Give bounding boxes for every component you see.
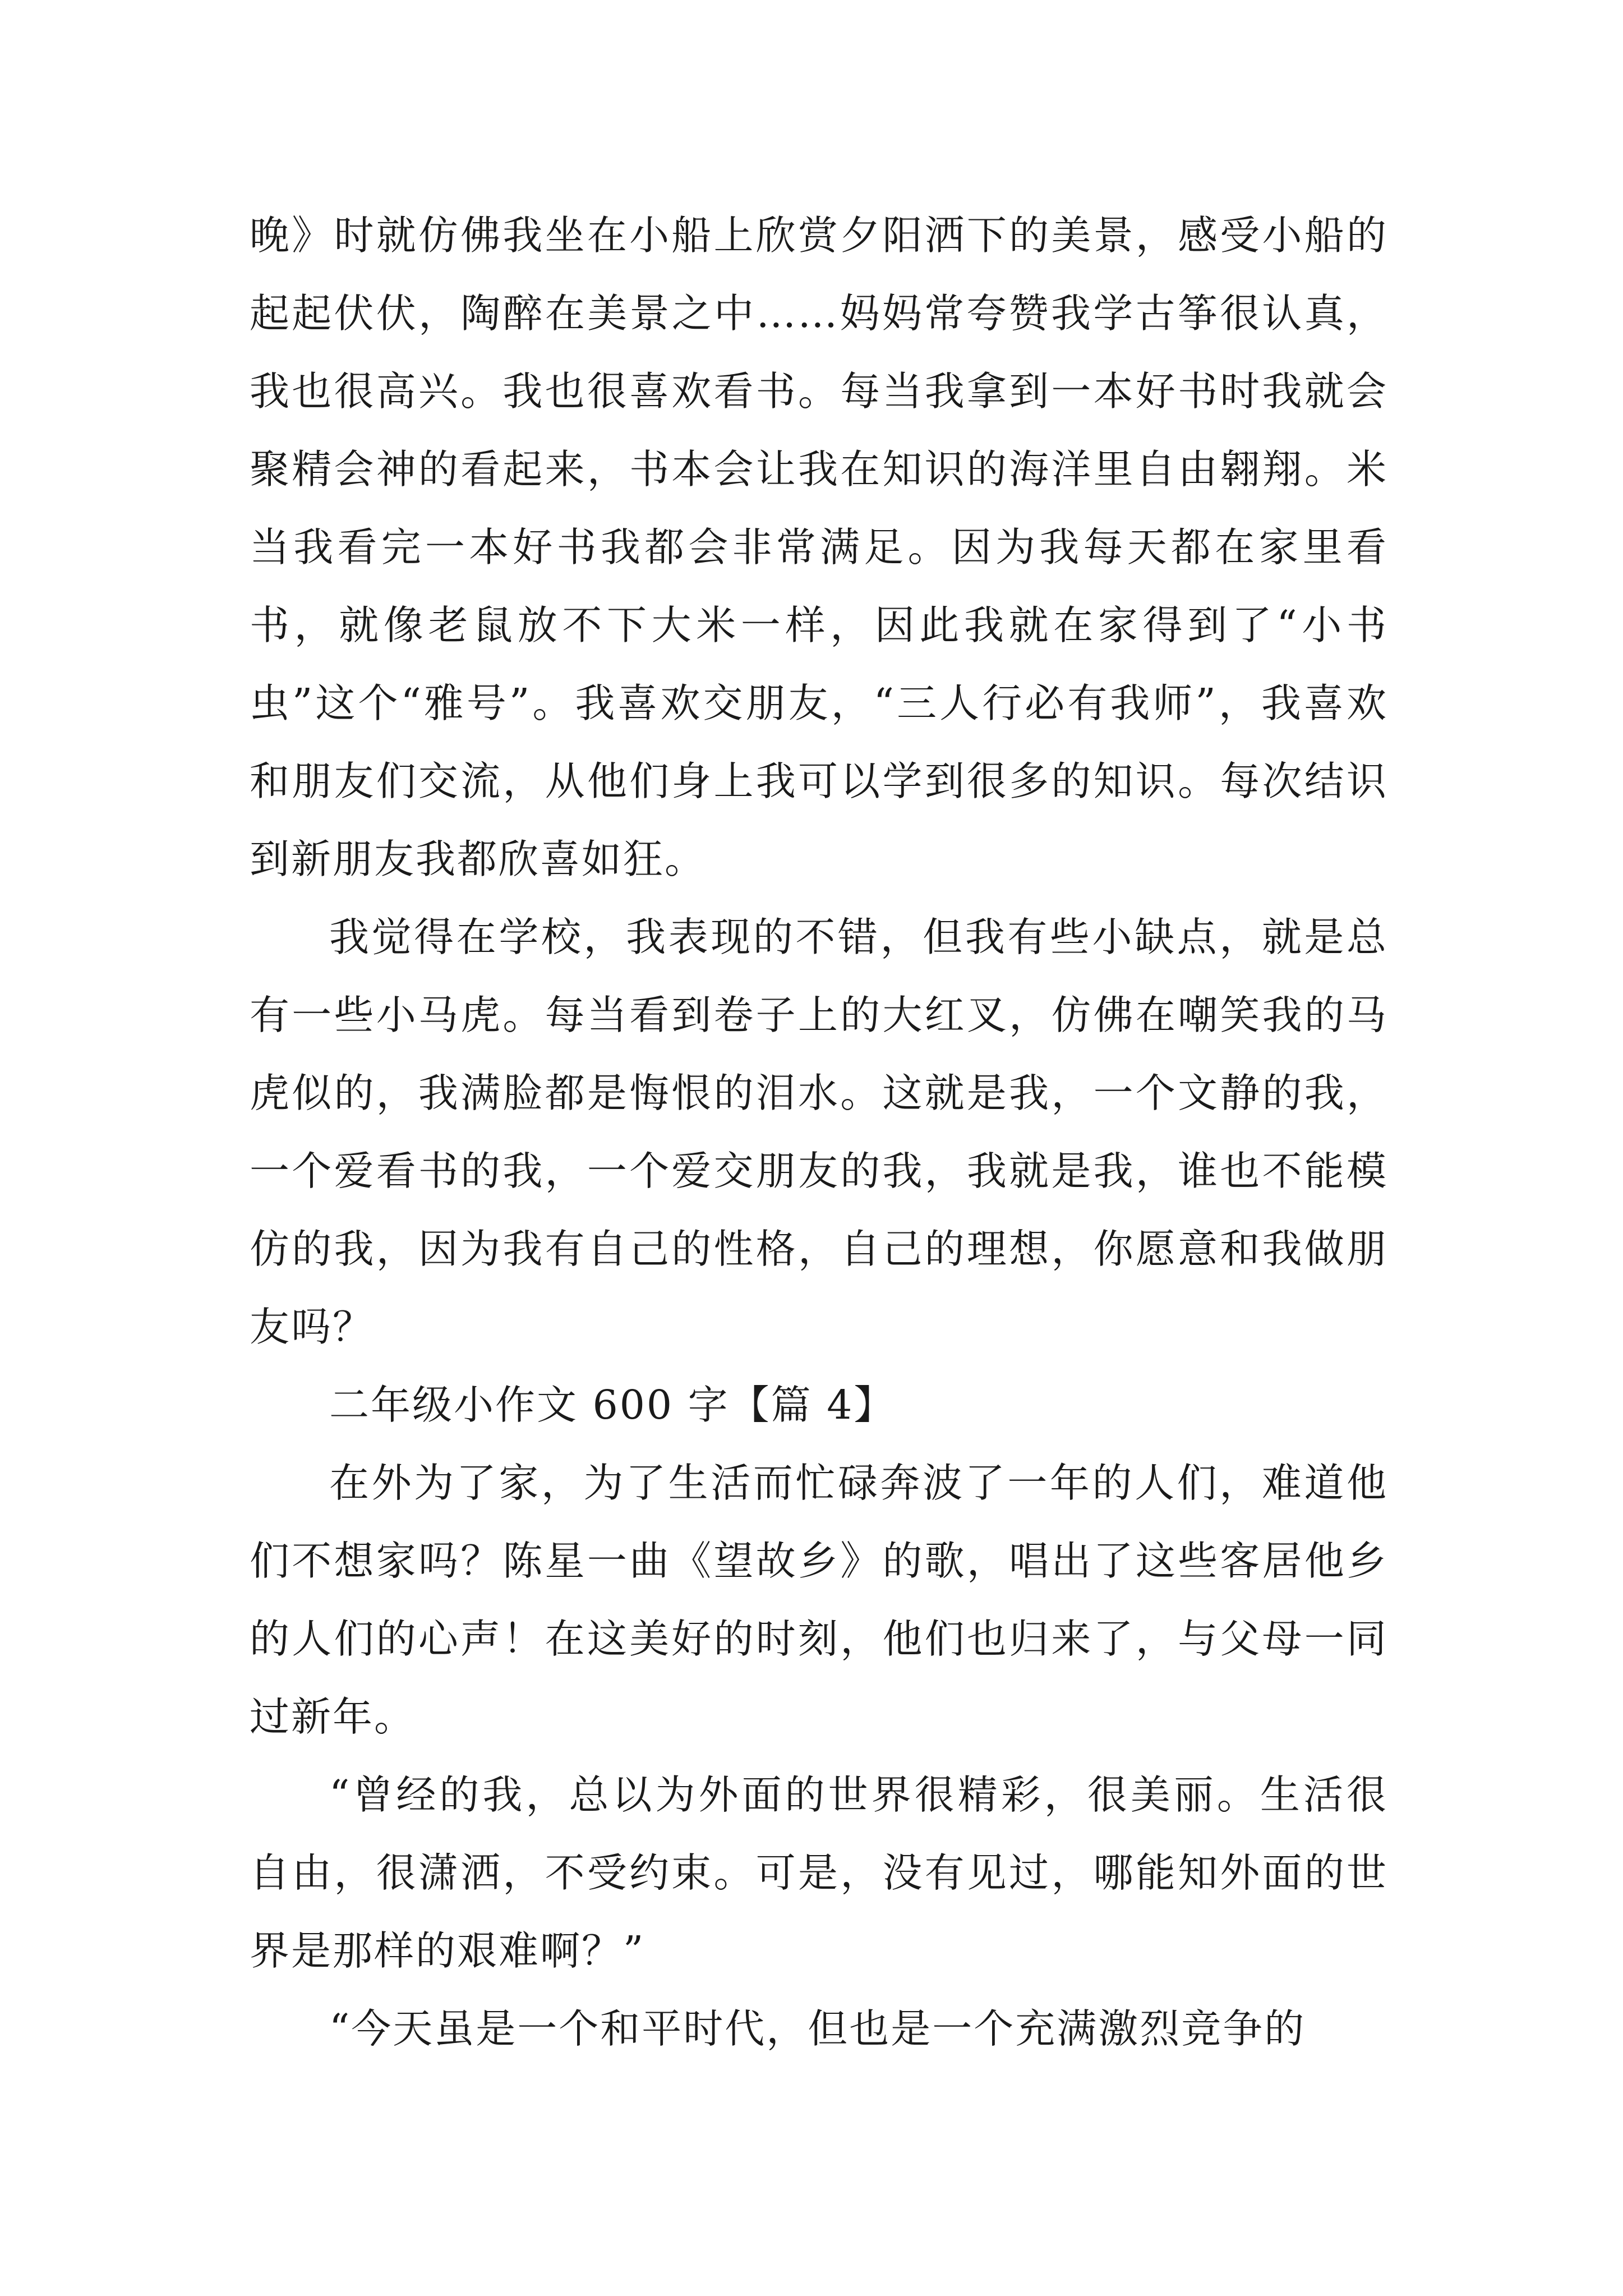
paragraph-1: 晚》时就仿佛我坐在小船上欣赏夕阳洒下的美景，感受小船的起起伏伏，陶醉在美景之中……妈妈常夸赞我学古筝很认真，我也很高兴。我也很喜欢看书。每当我拿到一本好书时我就会聚精会神的看起来，书本会让我在知识的海洋里自由翱翔。米当我看完一本好书我都会非常满足。因为我每天都在家里看书，就像老鼠放不下大米一样，因此我就在家得到了“小书虫”这个“雅号”。我喜欢交朋友，“三人行必有我师”，我喜欢和朋友们交流，从他们身上我可以学到很多的知识。每次结识到新朋友我都欣喜如狂。 xyxy=(250,212,1388,882)
paragraph-4: “曾经的我，总以为外面的世界很精彩，很美丽。生活很自由，很潇洒，不受约束。可是，没有见过，哪能知外面的世界是那样的艰难啊？” xyxy=(250,1772,1388,1974)
document-page xyxy=(250,196,1388,2068)
section-heading: 二年级小作文 600 字【篇 4】 xyxy=(329,1382,896,1428)
paragraph-3: 在外为了家，为了生活而忙碌奔波了一年的人们，难道他们不想家吗？陈星一曲《望故乡》的歌，唱出了这些客居他乡的人们的心声！在这美好的时刻，他们也归来了，与父母一同过新年。 xyxy=(250,1460,1388,1740)
paragraph-2: 我觉得在学校，我表现的不错，但我有些小缺点，就是总有一些小马虎。每当看到卷子上的大红叉，仿佛在嘲笑我的马虎似的，我满脸都是悔恨的泪水。这就是我，一个文静的我，一个爱看书的我，一个爱交朋友的我，我就是我，谁也不能模仿的我，因为我有自己的性格，自己的理想，你愿意和我做朋友吗？ xyxy=(250,914,1388,1350)
paragraph-5: “今天虽是一个和平时代，但也是一个充满激烈竞争的 xyxy=(329,2005,1306,2052)
